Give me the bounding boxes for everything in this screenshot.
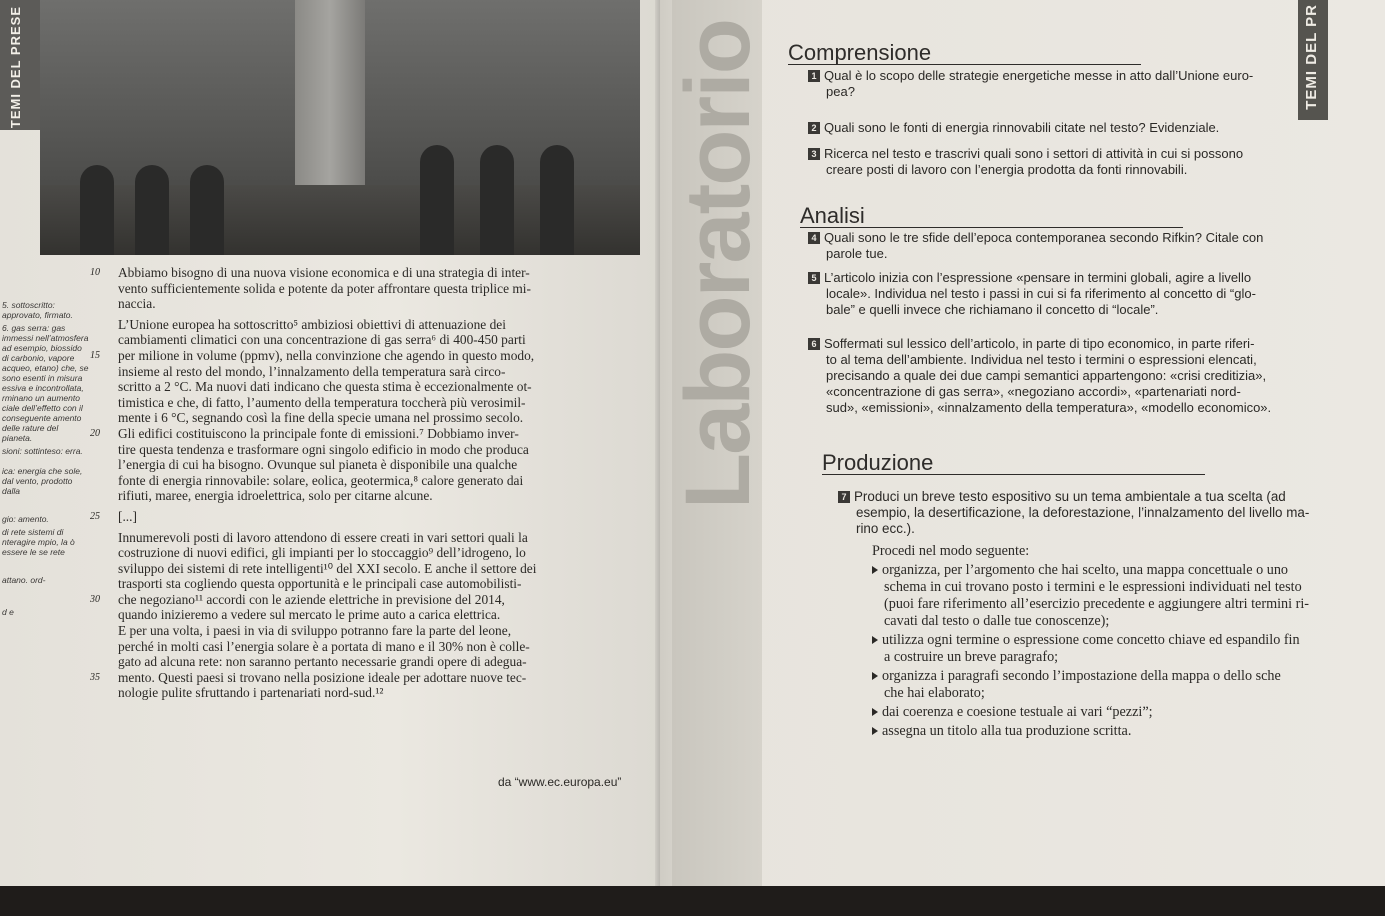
production-instructions bbox=[872, 543, 1382, 740]
step-text: schema in cui trovano posto i termini e le espressioni individuati nel testo bbox=[884, 579, 1302, 595]
line-text: Abbiamo bisogno di una nuova visione economica e di una strategia di inter- bbox=[118, 265, 530, 280]
question-text: Produci un breve testo espositivo su un tema ambientale a tua scelta (ad bbox=[854, 489, 1286, 504]
painting-arch bbox=[80, 165, 114, 255]
gloss-note: 6. gas serra: gas immessi nell’atmosfera ad esempio, biossido di carbonio, vapore acqueo, etano) che, se sono esenti in misura essiva e incontrollata, rminano un aumento ciale dell’effetto con il conseguente amento delle rature del pianeta. bbox=[2, 323, 89, 443]
step-line bbox=[872, 685, 1382, 702]
line-text: sviluppo dei sistemi di rete intelligenti¹⁰ del XXI secolo. E anche il settore dei bbox=[118, 560, 537, 576]
article-line bbox=[118, 317, 648, 333]
bullet-arrow-icon bbox=[872, 727, 878, 735]
question-text: parole tue. bbox=[826, 246, 888, 261]
article-line bbox=[118, 442, 648, 458]
article-line bbox=[118, 488, 648, 504]
line-text: tire questa tendenza e trasformare ogni singolo edificio in modo che produca bbox=[118, 441, 529, 457]
bullet-arrow-icon bbox=[872, 636, 878, 644]
step-line bbox=[872, 562, 1382, 579]
article-line bbox=[118, 395, 648, 411]
question-number: 4 bbox=[808, 232, 820, 244]
question-6 bbox=[808, 336, 1313, 416]
article-line bbox=[90, 591, 648, 608]
article-line bbox=[90, 669, 648, 686]
painting-illustration bbox=[40, 0, 640, 255]
question-line bbox=[838, 521, 1383, 537]
question-line bbox=[838, 505, 1383, 521]
line-text: Innumerevoli posti di lavoro attendono di essere creati in vari settori quali la bbox=[118, 529, 528, 545]
step-line bbox=[872, 579, 1382, 596]
question-text-cont: pea? bbox=[826, 84, 855, 99]
line-number: 15 bbox=[90, 349, 100, 361]
question-text: bale” e quelli invece che richiamano il concetto di “locale”. bbox=[826, 302, 1159, 317]
section-side-tab bbox=[0, 0, 40, 130]
painting-arch bbox=[480, 145, 514, 255]
question-7 bbox=[838, 489, 1383, 537]
step-line bbox=[872, 704, 1382, 721]
article-line bbox=[118, 296, 648, 312]
question-line bbox=[808, 230, 1313, 246]
gloss-note: 5. sottoscritto: approvato, firmato. bbox=[2, 300, 73, 320]
section-title-produzione: Produzione bbox=[822, 452, 1205, 475]
painting-arch bbox=[540, 145, 574, 255]
question-number: 3 bbox=[808, 148, 820, 160]
step-line bbox=[872, 596, 1382, 613]
question-line bbox=[808, 286, 1313, 302]
line-text: [...] bbox=[118, 508, 137, 524]
article-line bbox=[118, 561, 648, 577]
line-text: che negoziano¹¹ accordi con le aziende elettriche in previsione del 2014, bbox=[118, 591, 505, 607]
step-text: cavati dal testo o dalle tue conoscenze); bbox=[884, 613, 1110, 629]
article-line bbox=[90, 425, 648, 442]
article-line bbox=[118, 607, 648, 623]
line-number: 30 bbox=[90, 593, 100, 605]
gloss-note: di rete sistemi di nteragire mpio, la ò essere le se rete bbox=[2, 527, 75, 557]
question-text: to al tema dell’ambiente. Individua nel testo i termini o espressioni elencati, bbox=[826, 352, 1257, 367]
question-line bbox=[808, 400, 1313, 416]
line-text: l’energia di cui ha bisogno. Ovunque sul pianeta è disponibile una qualche bbox=[118, 457, 518, 473]
instruction-step bbox=[872, 632, 1382, 666]
article-line bbox=[118, 379, 648, 395]
question-number: 5 bbox=[808, 272, 820, 284]
article-line bbox=[90, 508, 648, 525]
step-text: (puoi fare riferimento all’esercizio precedente e aggiungere altri termini ri- bbox=[884, 596, 1310, 612]
question-text: rino ecc.). bbox=[856, 521, 915, 536]
step-line bbox=[872, 668, 1382, 685]
step-line bbox=[872, 723, 1382, 740]
step-line bbox=[872, 613, 1382, 630]
article-line bbox=[118, 473, 648, 489]
question-2 bbox=[808, 120, 1313, 136]
question-text: esempio, la desertificazione, la deforestazione, l’innalzamento del livello ma- bbox=[856, 505, 1310, 520]
question-text: Quali sono le fonti di energia rinnovabili citate nel testo? Evidenziale. bbox=[824, 120, 1220, 135]
step-line bbox=[872, 632, 1382, 649]
question-number: 1 bbox=[808, 70, 820, 82]
line-text: perché in molti casi l’energia solare è a portata di mano e il 30% non è colle- bbox=[118, 638, 530, 654]
step-text: dai coerenza e coesione testuale ai vari “pezzi”; bbox=[882, 704, 1153, 720]
painting-arch bbox=[135, 165, 169, 255]
line-number: 10 bbox=[90, 267, 100, 278]
line-text: timistica e che, di fatto, l’aumento della temperatura toccherà più verosimil- bbox=[118, 394, 526, 410]
table-edge bbox=[0, 886, 1385, 916]
step-text: a costruire un breve paragrafo; bbox=[884, 649, 1059, 665]
bullet-arrow-icon bbox=[872, 672, 878, 680]
question-number: 2 bbox=[808, 122, 820, 134]
article-line bbox=[118, 639, 648, 655]
step-text: organizza i paragrafi secondo l’impostazione della mappa o dello sche bbox=[882, 668, 1281, 684]
gloss-note: attano. ord- bbox=[2, 575, 46, 585]
question-line bbox=[808, 270, 1313, 286]
question-text: Qual è lo scopo delle strategie energetiche messe in atto dall’Unione euro- bbox=[824, 68, 1254, 83]
question-number: 6 bbox=[808, 338, 820, 350]
question-text: sud», «emissioni», «innalzamento della temperatura», «modello economico». bbox=[826, 400, 1272, 415]
article-source: da “www.ec.europa.eu” bbox=[498, 775, 622, 789]
article-line bbox=[118, 654, 648, 670]
article-line bbox=[118, 332, 648, 348]
article-line bbox=[90, 347, 648, 364]
line-text: fonte di energia rinnovabile: solare, eolica, geotermica,⁸ calore generato dai bbox=[118, 472, 524, 488]
line-number: 35 bbox=[90, 671, 100, 683]
line-number: 20 bbox=[90, 427, 100, 439]
line-text: mento. Questi paesi si trovano nella posizione ideale per adottare nuove tec- bbox=[118, 669, 527, 685]
gloss-note: ica: energia che sole, dal vento, prodotto dalla bbox=[2, 466, 83, 496]
instruction-step bbox=[872, 562, 1382, 630]
bullet-arrow-icon bbox=[872, 566, 878, 574]
question-3 bbox=[808, 146, 1313, 178]
step-text: assegna un titolo alla tua produzione scritta. bbox=[882, 723, 1132, 739]
step-text: organizza, per l’argomento che hai scelto, una mappa concettuale o uno bbox=[882, 562, 1289, 578]
question-1 bbox=[808, 68, 1313, 100]
section-title-analisi: Analisi bbox=[800, 205, 1183, 228]
question-text: Ricerca nel testo e trascrivi quali sono i settori di attività in cui si possono bbox=[824, 146, 1244, 161]
question-text: L’articolo inizia con l’espressione «pensare in termini globali, agire a livello bbox=[824, 270, 1252, 285]
article-line bbox=[118, 281, 648, 297]
section-title-comprensione: Comprensione bbox=[788, 42, 1141, 65]
painting-arch bbox=[190, 165, 224, 255]
question-text-cont: creare posti di lavoro con l’energia prodotta da fonti rinnovabili. bbox=[826, 162, 1188, 177]
line-text: trasporti sta cogliendo questa opportunità e le principali case automobilisti- bbox=[118, 576, 522, 592]
question-text: Soffermati sul lessico dell’articolo, in parte di tipo economico, in parte riferi- bbox=[824, 336, 1255, 351]
glossary-notes bbox=[2, 300, 90, 620]
question-5 bbox=[808, 270, 1313, 318]
line-number: 25 bbox=[90, 510, 100, 522]
line-text: mente i 6 °C, segnando così la fine della specie umana nel prossimo secolo. bbox=[118, 410, 524, 426]
step-line bbox=[872, 649, 1382, 666]
line-text: rifiuti, maree, energia idroelettrica, solo per citarne alcune. bbox=[118, 488, 433, 504]
line-text: gato ad alcuna rete: non saranno pertanto necessarie grandi opere di adegua- bbox=[118, 654, 527, 670]
question-line bbox=[808, 368, 1313, 384]
question-line bbox=[808, 384, 1313, 400]
line-text: per milione in volume (ppmv), nella convinzione che agendo in questo modo, bbox=[118, 347, 535, 363]
article-line bbox=[118, 685, 648, 701]
line-text: quando inizieremo a vedere sul mercato le prime auto a carica elettrica. bbox=[118, 607, 501, 623]
line-text: scritto a 2 °C. Ma nuovi dati indicano che questa stima è eccezionalmente ot- bbox=[118, 379, 532, 395]
instruction-step bbox=[872, 668, 1382, 702]
article-line bbox=[118, 457, 648, 473]
question-line bbox=[808, 302, 1313, 318]
article-line bbox=[90, 265, 648, 281]
question-4 bbox=[808, 230, 1313, 262]
line-text: nologie pulite sfruttando i partenariati nord-sud.¹² bbox=[118, 685, 384, 701]
article-line bbox=[118, 576, 648, 592]
question-text: «concentrazione di gas serra», «negoziano accordi», «partenariati nord- bbox=[826, 384, 1241, 399]
section-side-tab bbox=[1298, 0, 1328, 120]
laboratorio-band bbox=[667, 0, 769, 916]
line-text: vento sufficientemente solida e potente da poter affrontare questa triplice mi- bbox=[118, 280, 531, 296]
article-line bbox=[118, 410, 648, 426]
line-text: costruzione di nuovi edifici, gli impianti per lo stoccaggio⁹ dell’idrogeno, lo bbox=[118, 545, 526, 561]
line-text: E per una volta, i paesi in via di sviluppo potranno fare la parte del leone, bbox=[118, 623, 512, 639]
instructions-intro: Procedi nel modo seguente: bbox=[872, 543, 1030, 559]
question-text: locale». Individua nel testo i passi in cui si fa riferimento al concetto di “glo- bbox=[826, 286, 1256, 301]
question-text: Quali sono le tre sfide dell’epoca contemporanea secondo Rifkin? Citale con bbox=[824, 230, 1264, 245]
article-line bbox=[118, 623, 648, 639]
gloss-note: gio: amento. bbox=[2, 514, 49, 524]
side-tab-label: TEMI DEL PR bbox=[1303, 4, 1320, 110]
gloss-note: sioni: sottinteso: erra. bbox=[2, 446, 83, 456]
question-number: 7 bbox=[838, 491, 850, 503]
instruction-step bbox=[872, 723, 1382, 740]
step-text: utilizza ogni termine o espressione come concetto chiave ed espandilo fin bbox=[882, 632, 1300, 648]
bullet-arrow-icon bbox=[872, 708, 878, 716]
painting-arch bbox=[420, 145, 454, 255]
question-text: precisando a quale dei due campi semantici appartengono: «crisi creditizia», bbox=[826, 368, 1267, 383]
line-text: L’Unione europea ha sottoscritto⁵ ambiziosi obiettivi di attenuazione dei bbox=[118, 316, 506, 332]
left-page bbox=[0, 0, 660, 886]
line-text: insieme al resto del mondo, l’innalzamento della temperatura sarà circo- bbox=[118, 363, 506, 379]
article-line bbox=[118, 530, 648, 546]
line-text: cambiamenti climatici con una concentrazione di gas serra⁶ di 400-450 parti bbox=[118, 332, 526, 348]
instruction-steps bbox=[872, 562, 1382, 740]
line-text: Gli edifici costituiscono la principale fonte di emissioni.⁷ Dobbiamo inver- bbox=[118, 425, 519, 441]
article-line bbox=[118, 545, 648, 561]
article-text bbox=[90, 265, 648, 701]
side-tab-label: TEMI DEL PRESE bbox=[8, 6, 23, 129]
gloss-note: d e bbox=[2, 607, 14, 617]
instruction-step bbox=[872, 704, 1382, 721]
line-text: naccia. bbox=[118, 296, 156, 312]
question-line bbox=[808, 352, 1313, 368]
step-text: che hai elaborato; bbox=[884, 685, 985, 701]
band-label: Laboratorio bbox=[667, 20, 769, 510]
question-line bbox=[808, 246, 1313, 262]
article-line bbox=[118, 364, 648, 380]
question-line bbox=[838, 489, 1383, 505]
question-line bbox=[808, 336, 1313, 352]
